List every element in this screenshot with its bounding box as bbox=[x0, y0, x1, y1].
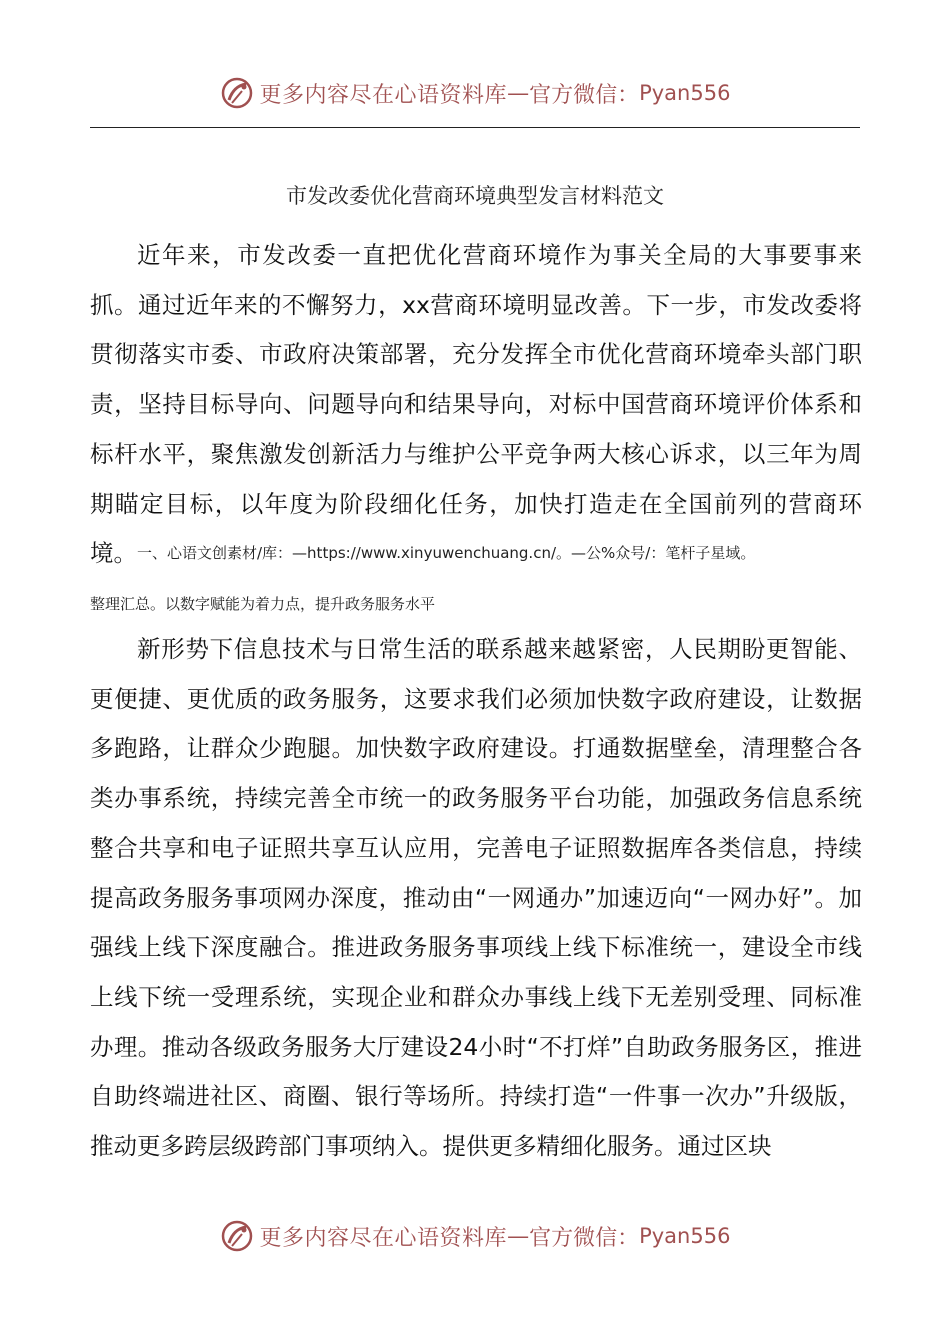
section-heading-line-1: 一、心语文创素材/库：—https://www.xinyuwenchuang.cn/。—公%众号/：笔杆子星域。 bbox=[137, 544, 756, 562]
header-banner-separator: — bbox=[507, 80, 530, 106]
footer-banner bbox=[0, 1214, 950, 1258]
footer-wechat-id: Pyan556 bbox=[639, 1224, 731, 1248]
intro-paragraph: 近年来，市发改委一直把优化营商环境作为事关全局的大事要事来抓。通过近年来的不懈努力，xx营商环境明显改善。下一步，市发改委将贯彻落实市委、市政府决策部署，充分发挥全市优化营商环境牵头部门职责，坚持目标导向、问题导向和结果导向，对标中国营商环境评价体系和标杆水平，聚焦激发创新活力与维护公平竞争两大核心诉求，以三年为周期瞄定目标，以年度为阶段细化任务，加快打造走在全国前列的营商环境。 bbox=[90, 241, 862, 568]
body-paragraph: 新形势下信息技术与日常生活的联系越来越紧密，人民期盼更智能、更便捷、更优质的政务服务，这要求我们必须加快数字政府建设，让数据多跑路，让群众少跑腿。加快数字政府建设。打通数据壁垒，清理整合各类办事系统，持续完善全市统一的政务服务平台功能，加强政务信息系统整合共享和电子证照共享互认应用，完善电子证照数据库各类信息，持续提高政务服务事项网办深度，推动由“一网通办”加速迈向“一网办好”。加强线上线下深度融合。推进政务服务事项线上线下标准统一，建设全市线上线下统一受理系统，实现企业和群众办事线上线下无差别受理、同标准办理。推动各级政务服务大厅建设24小时“不打烊”自助政务服务区，推进自助终端进社区、商圈、银行等场所。持续打造“一件事一次办”升级版，推动更多跨层级跨部门事项纳入。提供更多精细化服务。通过区块 bbox=[90, 635, 862, 1161]
header-banner-text: 更多内容尽在心语资料库 bbox=[259, 82, 508, 108]
header-banner bbox=[0, 71, 950, 115]
header-wechat-label: 官方微信： bbox=[529, 82, 640, 108]
section-heading-line-2: 整理汇总。以数字赋能为着力点，提升政务服务水平 bbox=[90, 595, 436, 613]
header-divider bbox=[90, 127, 860, 128]
footer-banner-separator: — bbox=[507, 1223, 530, 1249]
footer-banner-text: 更多内容尽在心语资料库 bbox=[259, 1225, 508, 1251]
page-title: 市发改委优化营商环境典型发言材料范文 bbox=[286, 184, 664, 208]
header-wechat-id: Pyan556 bbox=[639, 81, 731, 105]
brand-logo-icon bbox=[220, 76, 254, 110]
brand-logo-icon bbox=[220, 1219, 254, 1253]
footer-wechat-label: 官方微信： bbox=[529, 1225, 640, 1251]
